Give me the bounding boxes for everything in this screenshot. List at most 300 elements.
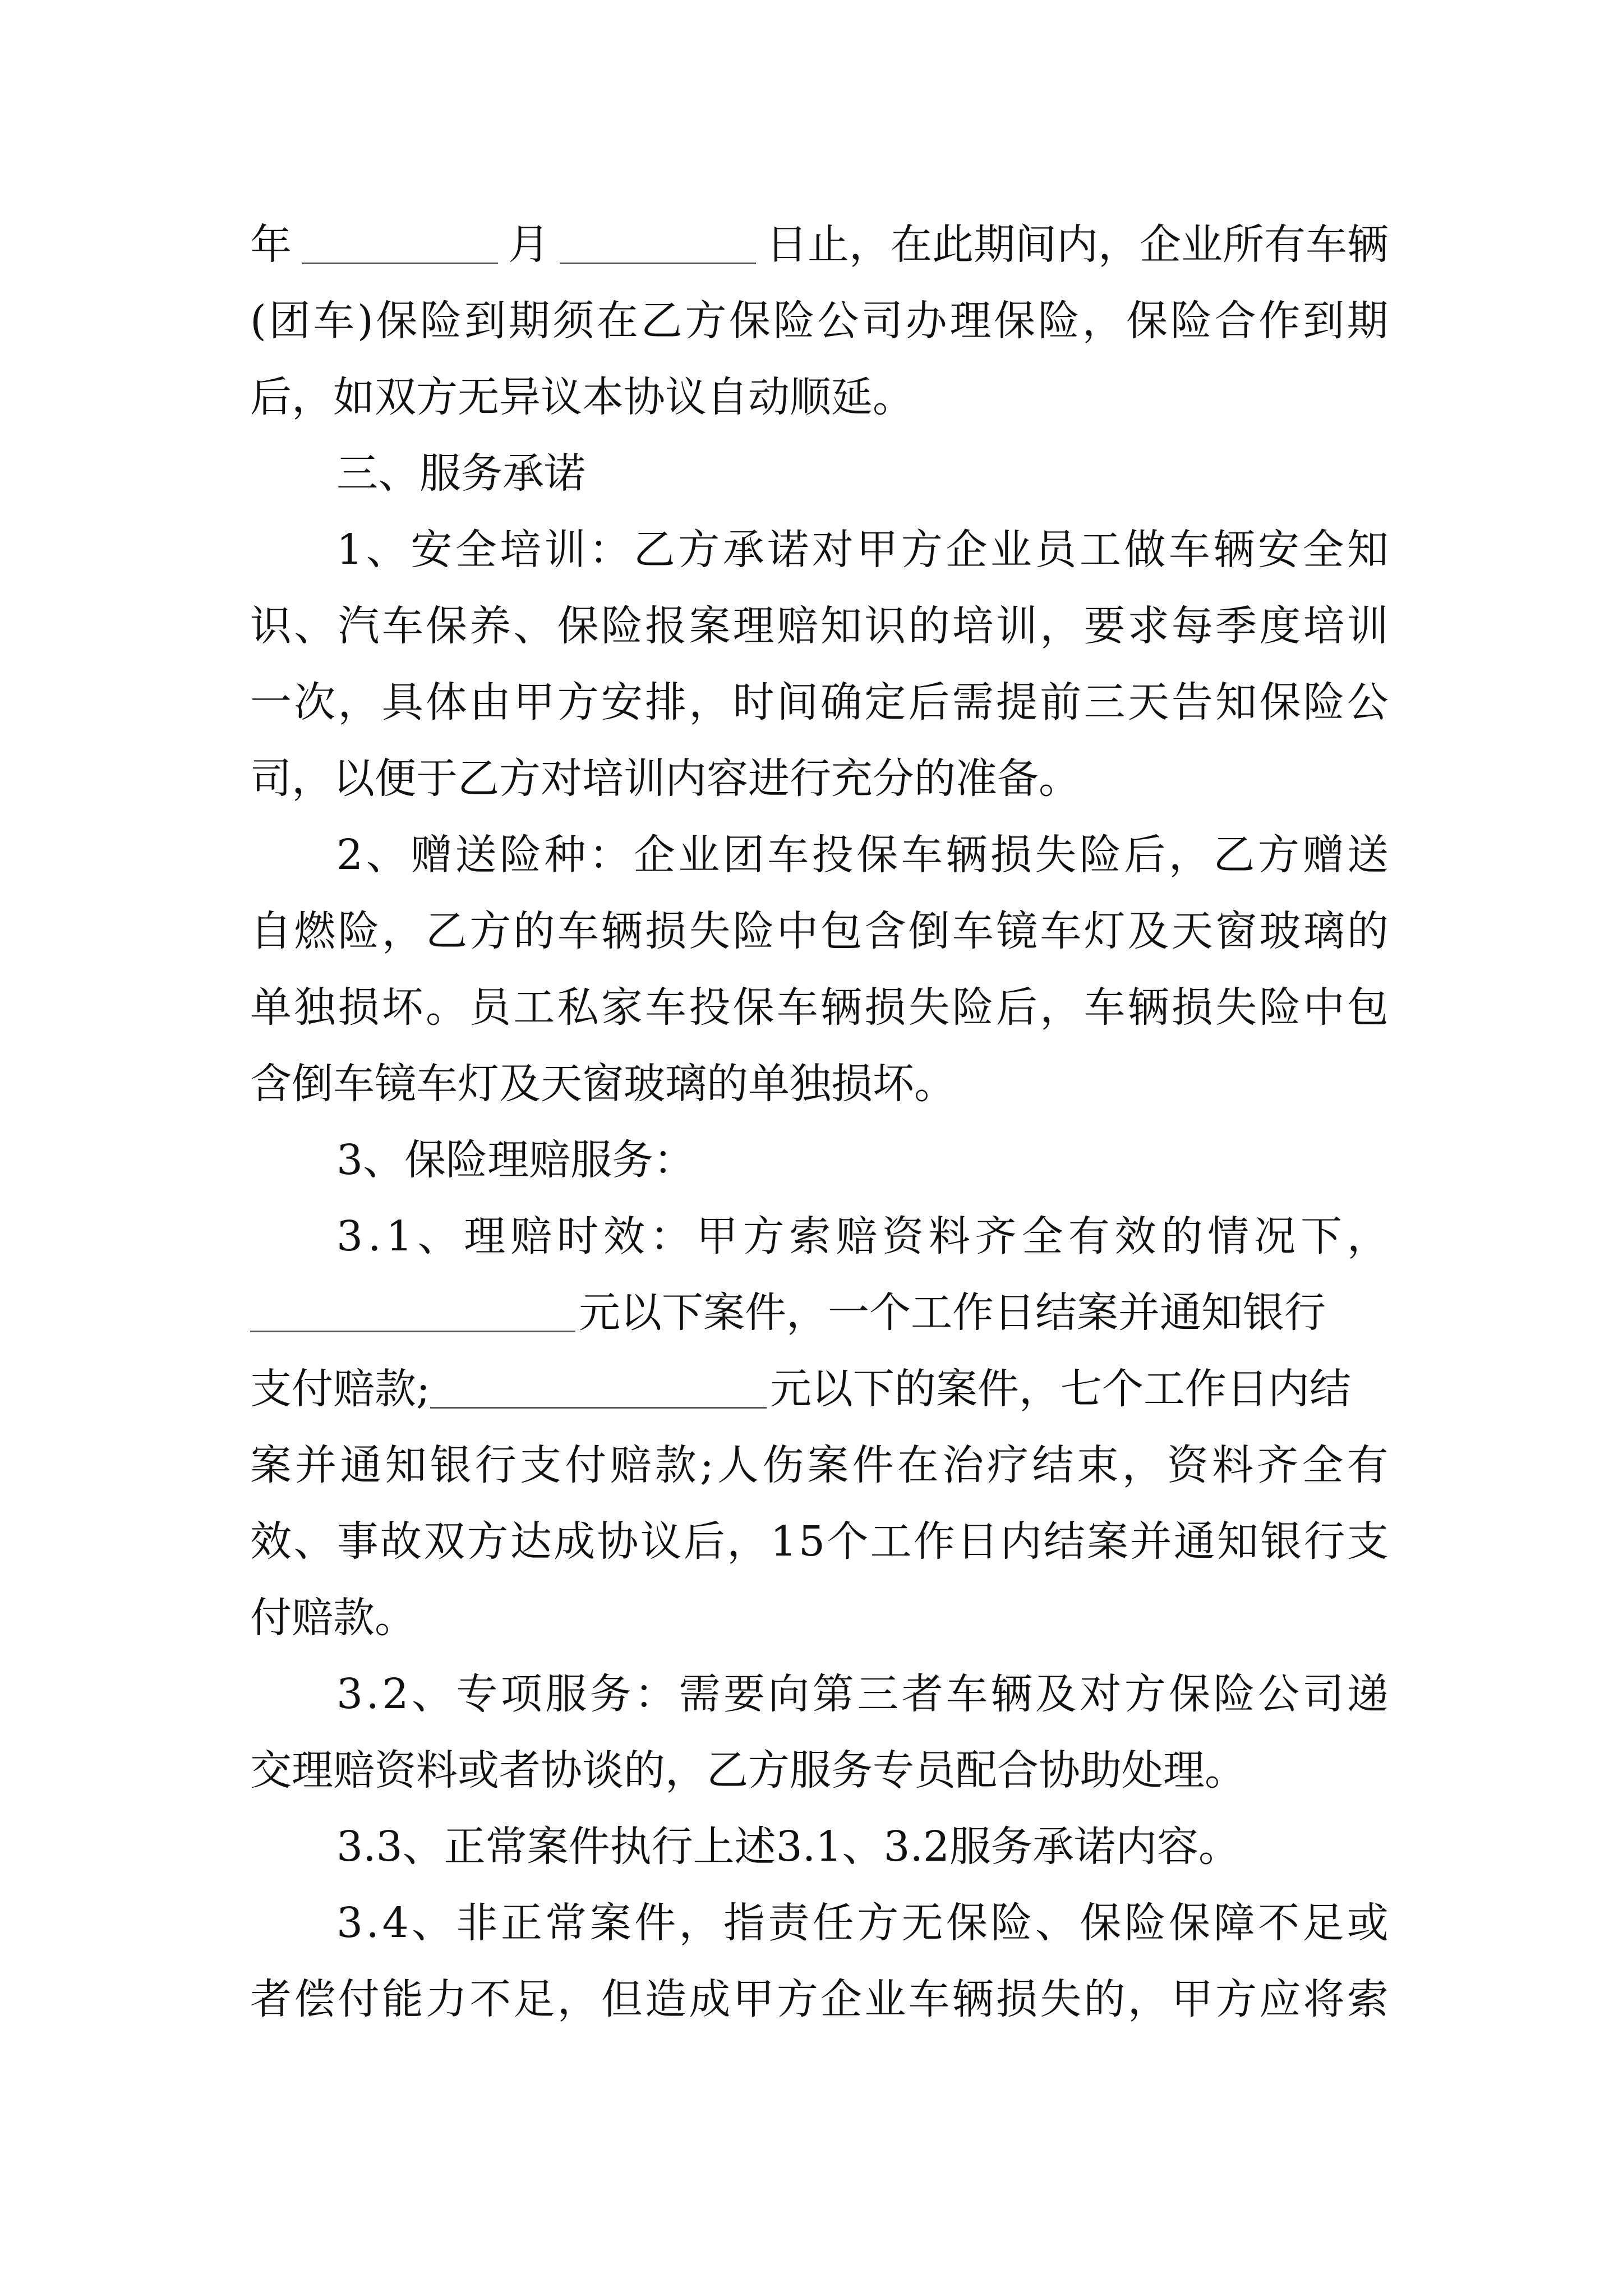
glyph: 专 [456, 1670, 498, 1718]
glyph: 通 [1173, 1517, 1215, 1566]
glyph: 一 [250, 678, 292, 726]
glyph: 方 [901, 526, 943, 574]
glyph: 及 [1035, 1670, 1077, 1718]
paragraph-line-17 [250, 1436, 1389, 1494]
glyph: 倒 [908, 907, 950, 955]
glyph: 提 [995, 678, 1038, 726]
glyph: 须 [552, 297, 594, 345]
paragraph-line-7 [250, 673, 1389, 731]
glyph: 知 [1215, 678, 1257, 726]
glyph: 险 [1079, 831, 1121, 879]
glyph: 辆 [1127, 983, 1169, 1032]
glyph: 方 [557, 678, 599, 726]
glyph: 双 [423, 1517, 465, 1566]
glyph: 方 [857, 1899, 899, 1947]
glyph: 培 [500, 526, 542, 574]
glyph: 足 [1302, 1899, 1344, 1947]
glyph: 车 [952, 907, 994, 955]
glyph: 时 [556, 1212, 598, 1260]
glyph: 达 [510, 1517, 552, 1566]
glyph: 私 [557, 983, 599, 1032]
glyph: 车 [1040, 907, 1082, 955]
glyph: 工 [870, 1517, 912, 1566]
glyph: 诺 [767, 526, 809, 574]
glyph: 失 [1215, 983, 1257, 1032]
glyph: 方 [469, 907, 511, 955]
text-segment: 月 [508, 220, 550, 269]
glyph: 资 [882, 1212, 924, 1260]
glyph: 或 [1347, 1899, 1389, 1947]
glyph: 、 [294, 602, 336, 650]
glyph: 递 [1347, 1670, 1389, 1718]
glyph: 行 [474, 1441, 517, 1489]
glyph: 案 [250, 1441, 292, 1489]
glyph: 保 [946, 1899, 988, 1947]
glyph: 璃 [1303, 907, 1345, 955]
text-segment: 元以下的案件，七个工作日内结 [769, 1365, 1351, 1413]
glyph: 件 [852, 1441, 894, 1489]
glyph: 甲 [856, 526, 898, 574]
glyph: 汽 [338, 602, 380, 650]
glyph: 车 [908, 1975, 950, 2023]
glyph: 、 [513, 602, 555, 650]
glyph: 资 [1166, 1441, 1209, 1489]
glyph: 5 [798, 1517, 826, 1566]
glyph: 效 [1114, 1212, 1156, 1260]
glyph: 坏 [381, 983, 423, 1032]
glyph: 要 [723, 1670, 765, 1718]
glyph: 投 [811, 831, 854, 879]
glyph: 险 [1124, 1899, 1166, 1947]
glyph: 期 [508, 297, 550, 345]
text-segment: 日止，在此期间内，企业所有车辆 [766, 220, 1389, 269]
glyph: 1 [770, 1517, 797, 1566]
glyph: . [366, 1899, 380, 1947]
glyph: 、 [293, 1517, 335, 1566]
glyph: 培 [1303, 602, 1345, 650]
glyph: 训 [995, 602, 1038, 650]
glyph: 业 [864, 1975, 906, 2023]
glyph: 损 [990, 831, 1032, 879]
glyph: 损 [995, 1975, 1038, 2023]
glyph: 三 [857, 1670, 899, 1718]
glyph: 作 [1258, 297, 1301, 345]
glyph: 工 [1079, 526, 1121, 574]
glyph: 乙 [640, 297, 683, 345]
glyph: 结 [1032, 1441, 1074, 1489]
glyph: 具 [381, 678, 423, 726]
glyph: 效 [250, 1517, 292, 1566]
glyph: 并 [1130, 1517, 1172, 1566]
glyph: 保 [557, 602, 599, 650]
glyph: 保 [1126, 297, 1168, 345]
glyph: 效 [603, 1212, 645, 1260]
glyph: ： [649, 1212, 691, 1260]
text-segment: 年 [250, 220, 292, 269]
glyph: 理 [732, 602, 774, 650]
glyph: 4 [382, 1899, 409, 1947]
glyph: 案 [1087, 1517, 1129, 1566]
glyph: 后 [908, 678, 950, 726]
glyph: 知 [385, 1441, 427, 1489]
glyph: 事 [336, 1517, 379, 1566]
glyph: 季 [1215, 602, 1257, 650]
glyph: 正 [500, 1899, 542, 1947]
glyph: ， [1347, 1212, 1389, 1260]
glyph: 甲 [696, 1212, 738, 1260]
glyph: 3 [336, 1212, 363, 1260]
glyph: 全 [1302, 1441, 1344, 1489]
glyph: ， [689, 678, 731, 726]
glyph: 确 [820, 678, 863, 726]
glyph: 辆 [946, 831, 988, 879]
glyph: 个 [827, 1517, 869, 1566]
glyph: 失 [908, 983, 950, 1032]
glyph: 培 [952, 602, 994, 650]
glyph: 包 [820, 907, 863, 955]
glyph: 情 [1207, 1212, 1249, 1260]
glyph: 险 [1213, 1670, 1255, 1718]
glyph: 况 [1254, 1212, 1296, 1260]
glyph: 中 [776, 907, 818, 955]
glyph: 付 [565, 1441, 607, 1489]
glyph: 团 [269, 297, 311, 345]
glyph: 1 [386, 1212, 413, 1260]
glyph: 乙 [633, 526, 675, 574]
glyph: 成 [689, 1975, 731, 2023]
glyph: 每 [1171, 602, 1213, 650]
glyph: 识 [250, 602, 292, 650]
glyph: ， [1168, 831, 1210, 879]
glyph: 银 [430, 1441, 472, 1489]
glyph: 需 [679, 1670, 721, 1718]
glyph: 车 [645, 983, 687, 1032]
glyph: 及 [1127, 907, 1169, 955]
glyph: 保 [729, 297, 771, 345]
glyph: ， [1040, 983, 1082, 1032]
glyph: 的 [1083, 1975, 1126, 2023]
glyph: 款 [654, 1441, 697, 1489]
glyph: 偿 [294, 1975, 336, 2023]
glyph: 车 [901, 831, 943, 879]
glyph: 险 [952, 983, 994, 1032]
glyph: 公 [1258, 1670, 1299, 1718]
glyph: . [367, 1212, 381, 1260]
glyph: 治 [942, 1441, 984, 1489]
glyph: 知 [1347, 526, 1389, 574]
glyph: 司 [1302, 1670, 1344, 1718]
paragraph-line-22: 3.3、正常案件执行上述3.1、3.2服务承诺内容。 [336, 1823, 1241, 1871]
glyph: 方 [678, 526, 720, 574]
glyph: ( [250, 297, 266, 345]
paragraph-line-3: 后，如双方无异议本协议自动顺延。 [250, 373, 914, 421]
glyph: 玻 [1259, 907, 1301, 955]
glyph: ， [381, 907, 423, 955]
glyph: ， [1127, 1975, 1169, 2023]
glyph: 险 [338, 907, 380, 955]
glyph: 、 [1035, 1899, 1077, 1947]
glyph: 工 [513, 983, 555, 1032]
glyph: 有 [1347, 1441, 1389, 1489]
glyph: 保 [425, 602, 467, 650]
glyph: 辆 [820, 983, 863, 1032]
glyph: 方 [1124, 1670, 1166, 1718]
glyph: 伤 [762, 1441, 804, 1489]
glyph: 成 [554, 1517, 596, 1566]
glyph: 索 [1347, 1975, 1389, 2023]
glyph: 灯 [1083, 907, 1126, 955]
glyph: 保 [1169, 1670, 1211, 1718]
glyph: 向 [768, 1670, 810, 1718]
glyph: 指 [723, 1899, 765, 1947]
glyph: 间 [776, 678, 818, 726]
glyph: 日 [957, 1517, 999, 1566]
paragraph-line-19: 付赔款。 [250, 1594, 416, 1642]
glyph: ： [589, 831, 631, 879]
glyph: 理 [949, 297, 992, 345]
blank-underline [430, 1370, 767, 1409]
glyph: 赔 [510, 1212, 552, 1260]
glyph: 2 [382, 1670, 409, 1718]
glyph: 险 [1259, 983, 1301, 1032]
glyph: 、 [366, 526, 408, 574]
glyph: 内 [1000, 1517, 1042, 1566]
glyph: 团 [722, 831, 764, 879]
glyph: 甲 [513, 678, 555, 726]
glyph: 险 [990, 1899, 1032, 1947]
glyph: 付 [338, 1975, 380, 2023]
glyph: 险 [773, 297, 815, 345]
glyph: 需 [952, 678, 994, 726]
paragraph-line-11 [250, 978, 1389, 1037]
paragraph-line-21: 交理赔资料或者协谈的，乙方服务专员配合协助处理。 [250, 1746, 1246, 1795]
glyph: 时 [732, 678, 774, 726]
glyph: 的 [513, 907, 555, 955]
glyph: 排 [645, 678, 687, 726]
glyph: ， [679, 1899, 721, 1947]
glyph: 乙 [1213, 831, 1255, 879]
glyph: 车 [776, 983, 818, 1032]
glyph: 齐 [975, 1212, 1017, 1260]
glyph: 通 [340, 1441, 382, 1489]
glyph: 料 [1212, 1441, 1254, 1489]
glyph: 业 [678, 831, 720, 879]
glyph: 障 [1213, 1899, 1255, 1947]
glyph: 方 [1215, 1975, 1257, 2023]
paragraph-line-15 [250, 1283, 1389, 1342]
glyph: 司 [861, 297, 903, 345]
glyph: 、 [366, 831, 408, 879]
glyph: 、 [417, 1212, 459, 1260]
glyph: 甲 [1171, 1975, 1213, 2023]
glyph: 者 [250, 1975, 292, 2023]
paragraph-line-14 [336, 1207, 1389, 1266]
blank-underline [302, 226, 498, 264]
glyph: 方 [685, 297, 727, 345]
paragraph-line-12: 含倒车镜车灯及天窗玻璃的单独损坏。 [250, 1060, 956, 1108]
glyph: 车 [1168, 526, 1210, 574]
glyph: 乙 [425, 907, 467, 955]
glyph: 后 [1124, 831, 1166, 879]
glyph: 单 [250, 983, 292, 1032]
text-segment: 支付赔款; [250, 1365, 430, 1413]
glyph: 疗 [987, 1441, 1029, 1489]
glyph: 险 [1038, 297, 1080, 345]
glyph: 识 [864, 602, 906, 650]
glyph: 1 [336, 526, 363, 574]
glyph: 保 [1169, 1899, 1211, 1947]
glyph: 要 [1083, 602, 1126, 650]
glyph: . [366, 1670, 380, 1718]
glyph: 车 [767, 831, 809, 879]
glyph: 服 [545, 1670, 587, 1718]
glyph: ： [634, 1670, 676, 1718]
glyph: 车 [946, 1670, 988, 1718]
glyph: 案 [589, 1899, 631, 1947]
glyph: 料 [928, 1212, 970, 1260]
glyph: 独 [294, 983, 336, 1032]
paragraph-line-16 [250, 1360, 1389, 1418]
glyph: 支 [520, 1441, 562, 1489]
glyph: 到 [1302, 297, 1344, 345]
glyph: 承 [722, 526, 764, 574]
glyph: 第 [812, 1670, 854, 1718]
paragraph-line-6 [250, 597, 1389, 655]
glyph: 辆 [952, 1975, 994, 2023]
glyph: 协 [597, 1517, 639, 1566]
glyph: 三 [1083, 678, 1126, 726]
glyph: 甲 [732, 1975, 774, 2023]
glyph: 体 [425, 678, 467, 726]
glyph: 全 [1021, 1212, 1063, 1260]
glyph: 燃 [294, 907, 336, 955]
glyph: 业 [990, 526, 1032, 574]
blank-underline [560, 226, 756, 264]
glyph: 后 [683, 1517, 725, 1566]
glyph: 保 [1080, 1899, 1122, 1947]
glyph: 企 [633, 831, 675, 879]
glyph: 全 [1302, 526, 1344, 574]
glyph: 自 [250, 907, 292, 955]
glyph: 责 [768, 1899, 810, 1947]
glyph: 不 [1258, 1899, 1299, 1947]
glyph: 险 [1170, 297, 1212, 345]
glyph: 送 [1347, 831, 1389, 879]
glyph: 辆 [990, 1670, 1032, 1718]
glyph: 失 [1035, 831, 1077, 879]
glyph: 合 [1214, 297, 1256, 345]
glyph: 中 [1303, 983, 1345, 1032]
glyph: 险 [500, 831, 542, 879]
glyph: 安 [1257, 526, 1299, 574]
glyph: 由 [469, 678, 511, 726]
glyph: 对 [1080, 1670, 1122, 1718]
glyph: 有 [1068, 1212, 1110, 1260]
glyph: 的 [1161, 1212, 1203, 1260]
glyph: 险 [732, 907, 774, 955]
glyph: ， [338, 678, 380, 726]
glyph: 失 [1040, 1975, 1082, 2023]
glyph: 办 [905, 297, 947, 345]
glyph: 镜 [995, 907, 1038, 955]
glyph: 在 [897, 1441, 939, 1489]
glyph: 项 [500, 1670, 542, 1718]
glyph: 知 [820, 602, 863, 650]
glyph: 训 [544, 526, 586, 574]
glyph: 对 [811, 526, 854, 574]
glyph: 车 [313, 297, 355, 345]
glyph: 险 [601, 602, 643, 650]
glyph: 支 [1347, 1517, 1389, 1566]
glyph: 养 [469, 602, 511, 650]
glyph: 公 [817, 297, 859, 345]
paragraph-line-23 [336, 1894, 1389, 1952]
text-segment: 元以下案件，一个工作日结案并通知银行 [579, 1289, 1326, 1337]
glyph: 务 [589, 1670, 631, 1718]
glyph: 险 [420, 297, 462, 345]
glyph: 索 [789, 1212, 831, 1260]
glyph: 保 [376, 297, 418, 345]
glyph: 损 [1171, 983, 1213, 1032]
glyph: 行 [1303, 1517, 1345, 1566]
glyph: ， [727, 1517, 769, 1566]
glyph: 方 [776, 1975, 818, 2023]
glyph: 保 [732, 983, 774, 1032]
glyph: 非 [456, 1899, 498, 1947]
glyph: 造 [645, 1975, 687, 2023]
glyph: 的 [908, 602, 950, 650]
glyph: 赠 [1302, 831, 1344, 879]
glyph: ， [557, 1975, 599, 2023]
glyph: 天 [1171, 907, 1213, 955]
glyph: 件 [634, 1899, 676, 1947]
glyph: 辆 [601, 907, 643, 955]
glyph: 力 [425, 1975, 467, 2023]
glyph: 送 [455, 831, 497, 879]
glyph: 安 [601, 678, 643, 726]
paragraph-line-2 [250, 292, 1389, 350]
glyph: 前 [1040, 678, 1082, 726]
glyph: 安 [411, 526, 453, 574]
glyph: 案 [689, 602, 731, 650]
glyph: 投 [689, 983, 731, 1032]
glyph: 、 [411, 1899, 453, 1947]
glyph: 到 [464, 297, 506, 345]
glyph: 但 [601, 1975, 643, 2023]
glyph: 并 [295, 1441, 337, 1489]
glyph: 保 [856, 831, 898, 879]
glyph: ) [357, 297, 374, 345]
glyph: 企 [820, 1975, 863, 2023]
glyph: 3 [336, 1670, 363, 1718]
glyph: 企 [946, 526, 988, 574]
glyph: 下 [1300, 1212, 1342, 1260]
glyph: ， [1082, 297, 1124, 345]
glyph: 不 [469, 1975, 511, 2023]
paragraph-line-24 [250, 1970, 1389, 2028]
glyph: 保 [994, 297, 1036, 345]
glyph: 能 [381, 1975, 423, 2023]
glyph: 无 [901, 1899, 943, 1947]
glyph: 员 [1035, 526, 1077, 574]
glyph: 故 [380, 1517, 422, 1566]
glyph: 做 [1124, 526, 1166, 574]
paragraph-line-1 [250, 215, 1389, 274]
glyph: 赔 [610, 1441, 652, 1489]
glyph: 家 [601, 983, 643, 1032]
glyph: 辆 [1213, 526, 1255, 574]
paragraph-line-9 [336, 826, 1389, 884]
